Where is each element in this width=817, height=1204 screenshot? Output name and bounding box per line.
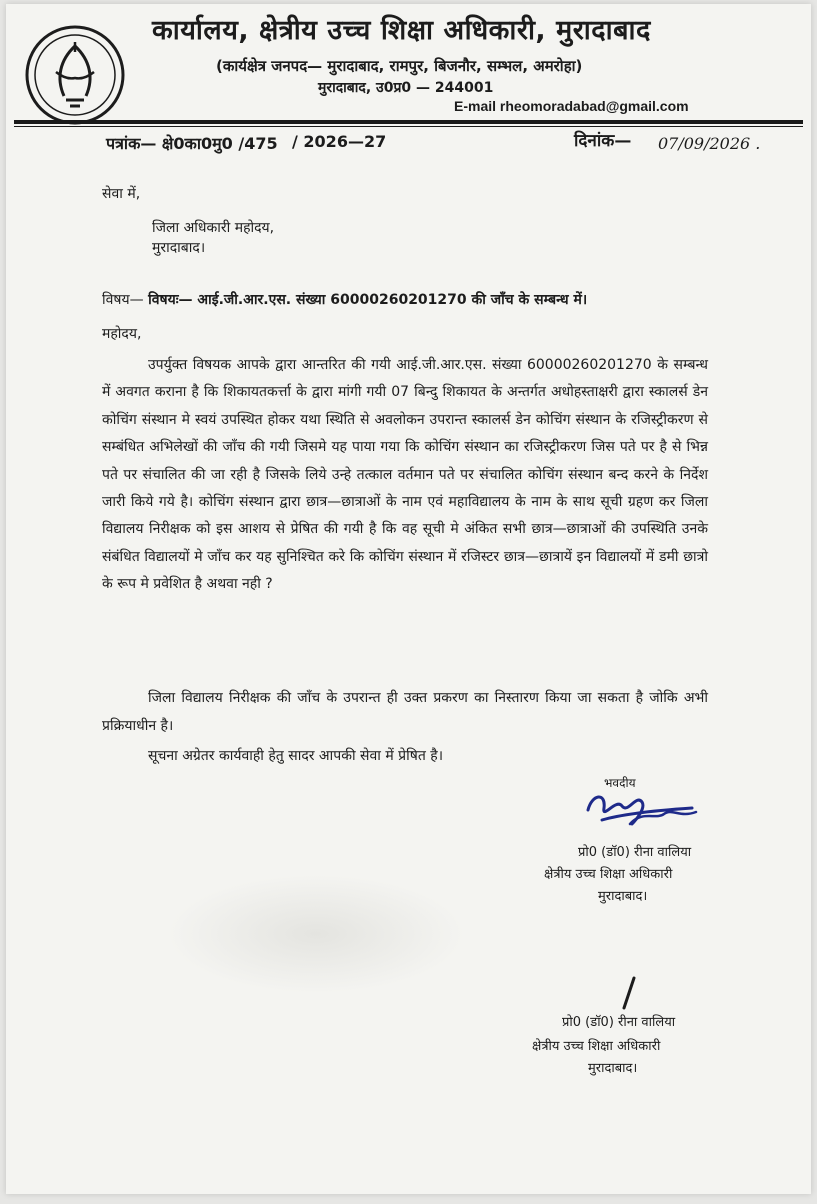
office-email: E-mail rheomoradabad@gmail.com: [454, 98, 689, 114]
body-paragraph-2: जिला विद्यालय निरीक्षक की जाँच के उपरान्त ही उक्त प्रकरण का निस्तारण किया जा सकता है जोकि अभी प्रक्रियाधीन है।: [102, 690, 708, 734]
date-handwritten: 07/09/2026 .: [658, 134, 761, 153]
subject-prefix: विषय—: [102, 292, 144, 308]
header-rule-thick: [14, 120, 803, 124]
signatory-name-2: प्रो0 (डॉ0) रीना वालिया: [562, 1015, 676, 1030]
signatory-designation-2: क्षेत्रीय उच्च शिक्षा अधिकारी: [532, 1039, 661, 1054]
subject-text: विषयः— आई.जी.आर.एस. संख्या 60000260201270 की जाँच के सम्बन्ध में।: [148, 292, 588, 308]
city-pin-line: मुरादाबाद, उ0प्र0 — 244001: [318, 80, 494, 96]
body-paragraph-1: उपर्युक्त विषयक आपके द्वारा आन्तरित की गयी आई.जी.आर.एस. संख्या 60000260201270 के सम्बन्ध में अवगत कराना है कि शिकायतकर्त्ता के द्वारा मांगी गयी 07 बिन्दु शिकायत के अन्तर्गत अधोहस्ताक्षरी द्वारा स्कालर्स डेन कोचिंग संस्थान मे स्वयं उपस्थित होकर यथा स्थिति से अवलोकन उपरान्त स्कालर्स डेन कोचिंग संस्थान के रजिस्ट्रीकरण से सम्बंधित अभिलेखों की जाँच की गयी जिसमे यह पाया गया कि कोचिंग संस्थान का रजिस्ट्रीकरण जिस पते पर है से भिन्न पते पर संचालित की जा रही है जिसके लिये उन्हे तत्काल वर्तमान पते पर संचालित कोचिंग संस्थान बन्द करने के निर्देश जारी किये गये है। कोचिंग संस्थान द्वारा छात्र—छात्राओं के नाम एवं महाविद्यालय के नाम के साथ सूची ग्रहण कर जिला विद्यालय निरीक्षक को इस आशय से प्रेषित की गयी है कि वह सूची मे अंकित सभी छात्र—छात्राओं की उपस्थिति उनके संबंधित विद्यालयों मे जाँच कर यह सुनिश्चित करे कि कोचिंग संस्थान में रजिस्टर छात्र—छात्रायें इन विद्यालयों में डमी छात्रो के रूप मे प्रवेशित है अथवा नही ?: [102, 357, 708, 593]
reference-number: पत्रांक— क्षे0का0मु0 /475: [106, 134, 278, 153]
recipient-city: मुरादाबाद।: [152, 240, 206, 256]
greeting: महोदय,: [102, 326, 142, 342]
recipient: जिला अधिकारी महोदय,: [152, 220, 275, 236]
salutation-to: सेवा में,: [102, 186, 141, 202]
jurisdiction-line: (कार्यक्षेत्र जनपद— मुरादाबाद, रामपुर, बिजनौर, सम्भल, अमरोहा): [216, 57, 583, 75]
office-title: कार्यालय, क्षेत्रीय उच्च शिक्षा अधिकारी, मुरादाबाद: [152, 15, 651, 46]
signatory-city-1: मुरादाबाद।: [598, 889, 648, 904]
scan-smudge: [166, 874, 466, 994]
initial-tick-mark: [618, 976, 638, 1010]
signatory-name-1: प्रो0 (डॉ0) रीना वालिया: [578, 845, 692, 860]
body-paragraph-3: सूचना अग्रेतर कार्यवाही हेतु सादर आपकी सेवा में प्रेषित है।: [148, 748, 444, 764]
reference-year: / 2026—27: [292, 132, 387, 151]
date-label: दिनांक—: [574, 131, 632, 151]
signature-mark: [572, 780, 708, 840]
header-rule-thin: [14, 126, 803, 127]
subject-line: [102, 290, 587, 309]
signatory-city-2: मुरादाबाद।: [588, 1061, 638, 1076]
government-emblem-icon: [22, 22, 128, 128]
signatory-designation-1: क्षेत्रीय उच्च शिक्षा अधिकारी: [544, 867, 673, 882]
closing: भवदीय: [604, 776, 636, 790]
letter-page: [6, 4, 811, 1194]
